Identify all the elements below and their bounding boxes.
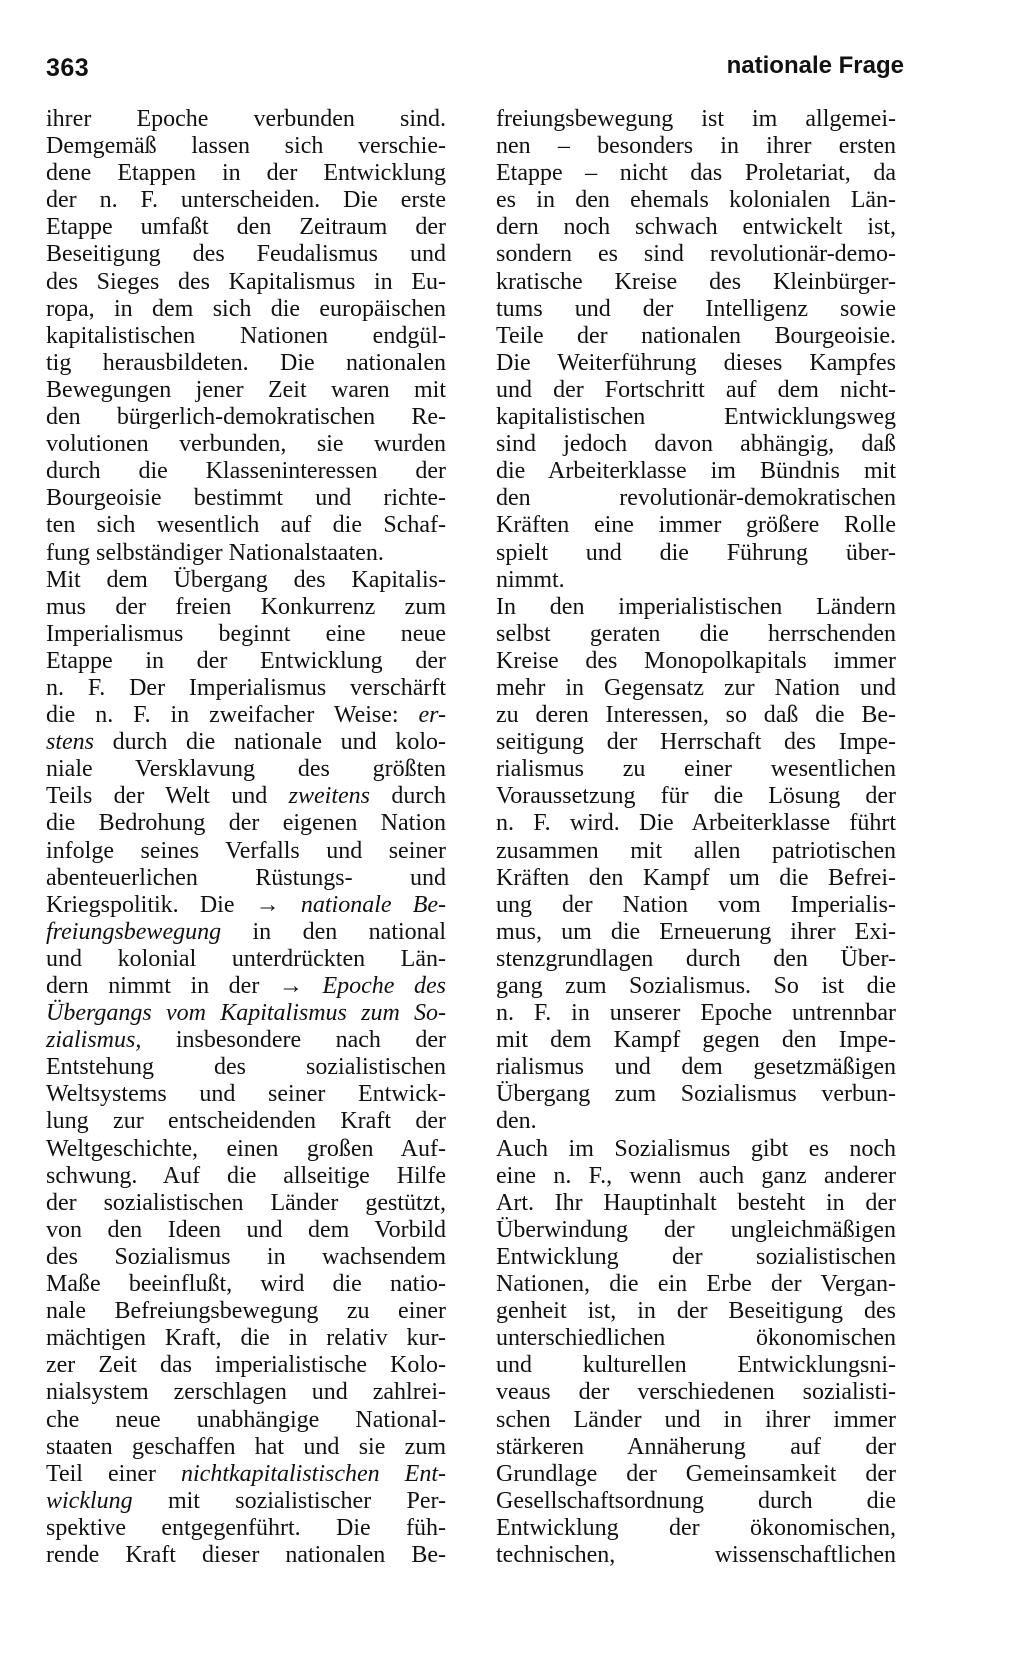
text-line xyxy=(46,458,446,485)
text-line xyxy=(496,1000,896,1027)
emphasized-term: zweitens xyxy=(288,783,370,810)
page-number: 363 xyxy=(46,54,90,82)
text-line xyxy=(46,187,446,214)
line-text: die Bedrohung der eigenen Nation xyxy=(46,810,446,837)
text-line xyxy=(46,973,446,1000)
text-line xyxy=(46,1217,446,1244)
text-line xyxy=(496,865,896,892)
text-line xyxy=(496,350,896,377)
line-text: technischen, wissenschaftlichen xyxy=(496,1541,896,1568)
line-text: Die Weiterführung dieses Kampfes xyxy=(496,349,896,376)
text-line xyxy=(46,1027,446,1054)
text-line xyxy=(46,783,446,810)
emphasized-term: Übergangs vom Kapitalismus zum So- xyxy=(46,1000,446,1027)
line-text: Imperialismus beginnt eine neue xyxy=(46,620,446,647)
line-text: und kulturellen Entwicklungsni- xyxy=(496,1352,896,1379)
line-text: von den Ideen und dem Vorbild xyxy=(46,1216,446,1243)
line-text: seitigung der Herrschaft des Impe- xyxy=(496,729,896,756)
text-line xyxy=(46,919,446,946)
text-line xyxy=(46,1190,446,1217)
line-text: gang zum Sozialismus. So ist die xyxy=(496,973,896,999)
line-text: dern noch schwach entwickelt ist, xyxy=(496,214,896,241)
text-line xyxy=(46,431,446,458)
line-text: zusammen mit allen patriotischen xyxy=(496,837,896,864)
text-line xyxy=(496,160,896,187)
line-text: Demgemäß lassen sich verschie- xyxy=(46,133,446,160)
text-line xyxy=(496,1542,896,1569)
text-line xyxy=(496,919,896,946)
line-text: es in den ehemals kolonialen Län- xyxy=(496,187,896,214)
line-text: Grundlage der Gemeinsamkeit der xyxy=(496,1460,896,1487)
line-text: Bewegungen jener Zeit waren mit xyxy=(46,376,446,403)
text-line xyxy=(46,1000,446,1027)
line-text: Etappe in der Entwicklung der xyxy=(46,647,446,674)
line-text: Kreise des Monopolkapitals immer xyxy=(496,647,896,674)
emphasized-term: nationale Be- xyxy=(300,891,446,918)
text-line xyxy=(496,1461,896,1488)
text-line xyxy=(496,1054,896,1081)
text-line xyxy=(46,160,446,187)
text-line xyxy=(496,1407,896,1434)
line-text: mit sozialistischer Per- xyxy=(132,1487,446,1514)
text-line xyxy=(496,702,896,729)
line-text: infolge seines Verfalls und seiner xyxy=(46,837,446,864)
line-text: in den national xyxy=(221,918,446,945)
line-text: fung selbständiger Nationalstaaten. xyxy=(46,539,384,566)
emphasized-term: Epoche des xyxy=(322,973,446,999)
text-line xyxy=(46,540,446,567)
line-text: Beseitigung des Feudalismus und xyxy=(46,241,446,268)
text-line xyxy=(496,1488,896,1515)
text-line xyxy=(46,133,446,160)
line-text: n. F. Der Imperialismus verschärft xyxy=(46,674,446,701)
line-text: Weltgeschichte, einen großen Auf- xyxy=(46,1135,446,1162)
text-line xyxy=(496,187,896,214)
text-line xyxy=(46,1407,446,1434)
line-text: schwung. Auf die allseitige Hilfe xyxy=(46,1162,446,1189)
text-line xyxy=(46,892,446,919)
text-line xyxy=(46,1054,446,1081)
line-text: unterschiedlichen ökonomischen xyxy=(496,1325,896,1352)
line-text: den bürgerlich-demokratischen Re- xyxy=(46,404,446,431)
line-text: Maße beeinflußt, wird die natio- xyxy=(46,1271,446,1298)
text-line xyxy=(46,350,446,377)
text-line xyxy=(496,1325,896,1352)
line-text: ropa, in dem sich die europäischen xyxy=(46,295,446,322)
text-line xyxy=(46,296,446,323)
line-text: mächtigen Kraft, die in relativ kur- xyxy=(46,1325,446,1352)
text-line xyxy=(496,241,896,268)
text-line xyxy=(496,892,896,919)
text-line xyxy=(46,946,446,973)
text-line xyxy=(496,1136,896,1163)
line-text: che neue unabhängige National- xyxy=(46,1406,446,1433)
text-line xyxy=(46,1325,446,1352)
text-line xyxy=(496,648,896,675)
text-line xyxy=(46,1515,446,1542)
line-text: Übergang zum Sozialismus verbun- xyxy=(496,1081,896,1108)
text-line xyxy=(46,1379,446,1406)
line-text: der n. F. unterscheiden. Die erste xyxy=(46,187,446,214)
text-line xyxy=(496,323,896,350)
line-text: spielt und die Führung über- xyxy=(496,539,896,566)
text-line xyxy=(46,1542,446,1569)
line-text: durch xyxy=(369,783,446,810)
line-text: Mit dem Übergang des Kapitalis- xyxy=(46,566,446,593)
text-line xyxy=(46,838,446,865)
text-line xyxy=(46,404,446,431)
line-text: durch die nationale und kolo- xyxy=(94,729,446,756)
text-line xyxy=(46,106,446,133)
text-line xyxy=(46,214,446,241)
text-line xyxy=(46,648,446,675)
text-line xyxy=(496,1190,896,1217)
text-line xyxy=(496,1244,896,1271)
line-text: des Sozialismus in wachsendem xyxy=(46,1243,446,1270)
line-text: tig herausbildeten. Die nationalen xyxy=(46,349,446,376)
line-text: nen – besonders in ihrer ersten xyxy=(496,133,896,160)
text-line xyxy=(496,269,896,296)
line-text: Voraussetzung für die Lösung der xyxy=(496,783,896,810)
text-line xyxy=(46,323,446,350)
emphasized-term: freiungsbewegung xyxy=(46,918,222,945)
text-line xyxy=(46,1298,446,1325)
line-text: des Sieges des Kapitalismus in Eu- xyxy=(46,268,446,295)
text-line xyxy=(496,1163,896,1190)
text-line xyxy=(496,1379,896,1406)
emphasized-term: stens xyxy=(46,729,94,756)
line-text: Auch im Sozialismus gibt es noch xyxy=(496,1135,896,1162)
text-line xyxy=(496,783,896,810)
line-text: spektive entgegenführt. Die füh- xyxy=(46,1514,446,1541)
line-text: rialismus zu einer wesentlichen xyxy=(496,756,896,783)
line-text: kapitalistischen Entwicklungsweg xyxy=(496,404,896,431)
text-line xyxy=(496,1515,896,1542)
emphasized-term: er- xyxy=(418,702,446,729)
text-line xyxy=(496,594,896,621)
line-text: ung der Nation vom Imperialis- xyxy=(496,891,896,918)
line-text: ten sich wesentlich auf die Schaf- xyxy=(46,512,446,539)
text-line xyxy=(496,729,896,756)
text-line xyxy=(46,1244,446,1271)
line-text: nialsystem zerschlagen und zahlrei- xyxy=(46,1379,446,1406)
line-text: nale Befreiungsbewegung zu einer xyxy=(46,1298,446,1325)
line-text: zer Zeit das imperialistische Kolo- xyxy=(46,1352,446,1379)
text-line xyxy=(46,1352,446,1379)
text-line xyxy=(496,838,896,865)
line-text: tums und der Intelligenz sowie xyxy=(496,295,896,322)
text-line xyxy=(46,1081,446,1108)
line-text: sind jedoch davon abhängig, daß xyxy=(496,431,896,458)
line-text: staaten geschaffen hat und sie zum xyxy=(46,1433,446,1460)
text-line xyxy=(496,296,896,323)
line-text: Entstehung des sozialistischen xyxy=(46,1054,446,1081)
line-text: schen Länder und in ihrer immer xyxy=(496,1406,896,1433)
line-text: Kräften den Kampf um die Befrei- xyxy=(496,864,896,891)
text-line xyxy=(496,946,896,973)
line-text: die n. F. in zweifacher Weise: xyxy=(46,702,419,729)
text-line xyxy=(46,865,446,892)
emphasized-term: wicklung xyxy=(46,1487,133,1514)
text-line xyxy=(496,1027,896,1054)
text-line xyxy=(496,512,896,539)
text-line xyxy=(496,377,896,404)
text-line xyxy=(496,675,896,702)
right-text-column xyxy=(496,106,896,1569)
text-line xyxy=(496,973,896,1000)
text-line xyxy=(46,756,446,783)
line-text: mehr in Gegensatz zur Nation und xyxy=(496,674,896,701)
text-line xyxy=(46,675,446,702)
line-text: die Arbeiterklasse im Bündnis mit xyxy=(496,458,896,485)
line-text: dene Etappen in der Entwicklung xyxy=(46,160,446,187)
line-text: kratische Kreise des Kleinbürger- xyxy=(496,268,896,295)
line-text: sondern es sind revolutionär-demo- xyxy=(496,241,896,268)
line-text: nimmt. xyxy=(496,566,565,593)
text-line xyxy=(496,106,896,133)
text-line xyxy=(496,1352,896,1379)
text-line xyxy=(46,241,446,268)
line-text: Entwicklung der ökonomischen, xyxy=(496,1514,896,1541)
line-text: und kolonial unterdrückten Län- xyxy=(46,945,446,972)
line-text: n. F. in unserer Epoche untrennbar xyxy=(496,1000,896,1027)
line-text: Art. Ihr Hauptinhalt besteht in der xyxy=(496,1189,896,1216)
line-text: genheit ist, in der Beseitigung des xyxy=(496,1298,896,1325)
text-line xyxy=(496,458,896,485)
line-text: volutionen verbunden, sie wurden xyxy=(46,431,446,458)
line-text: niale Versklavung des größten xyxy=(46,756,446,783)
text-line xyxy=(496,485,896,512)
line-text: eine n. F., wenn auch ganz anderer xyxy=(496,1162,896,1189)
text-line xyxy=(46,269,446,296)
line-text: stenzgrundlagen durch den Über- xyxy=(496,945,896,972)
line-text: rialismus und dem gesetzmäßigen xyxy=(496,1054,896,1081)
text-line xyxy=(496,214,896,241)
line-text: mus, um die Erneuerung ihrer Exi- xyxy=(496,918,896,945)
text-line xyxy=(46,1434,446,1461)
emphasized-term: zialismus, xyxy=(46,1027,142,1054)
running-head: nationale Frage xyxy=(726,52,904,79)
text-line xyxy=(46,377,446,404)
text-line xyxy=(46,1488,446,1515)
line-text: Überwindung der ungleichmäßigen xyxy=(496,1216,896,1243)
line-text: In den imperialistischen Ländern xyxy=(496,593,896,620)
text-line xyxy=(496,404,896,431)
line-text: mit dem Kampf gegen den Impe- xyxy=(496,1027,896,1054)
line-text: durch die Klasseninteressen der xyxy=(46,458,446,485)
line-text: Kräften eine immer größere Rolle xyxy=(496,512,896,539)
text-line xyxy=(496,567,896,594)
text-line xyxy=(46,512,446,539)
emphasized-term: nichtkapitalistischen Ent- xyxy=(181,1460,447,1487)
text-line xyxy=(46,1108,446,1135)
line-text: zu deren Interessen, so daß die Be- xyxy=(496,702,896,729)
line-text: Entwicklung der sozialistischen xyxy=(496,1243,896,1270)
line-text: rende Kraft dieser nationalen Be- xyxy=(46,1541,446,1568)
line-text: mus der freien Konkurrenz zum xyxy=(46,593,446,620)
text-line xyxy=(46,1163,446,1190)
text-line xyxy=(496,1081,896,1108)
line-text: Etappe – nicht das Proletariat, da xyxy=(496,160,896,187)
line-text: dern nimmt in der → xyxy=(46,973,323,999)
line-text: Kriegspolitik. Die → xyxy=(46,891,301,918)
line-text: freiungsbewegung ist im allgemei- xyxy=(496,106,896,132)
text-line xyxy=(496,1434,896,1461)
line-text: Nationen, die ein Erbe der Vergan- xyxy=(496,1271,896,1298)
line-text: n. F. wird. Die Arbeiterklasse führt xyxy=(496,810,896,837)
line-text: stärkeren Annäherung auf der xyxy=(496,1433,896,1460)
text-line xyxy=(496,1217,896,1244)
text-line xyxy=(496,621,896,648)
text-line xyxy=(496,810,896,837)
line-text: kapitalistischen Nationen endgül- xyxy=(46,322,446,349)
line-text: insbesondere nach der xyxy=(141,1027,446,1054)
text-line xyxy=(46,594,446,621)
text-line xyxy=(496,1271,896,1298)
line-text: abenteuerlichen Rüstungs- und xyxy=(46,864,446,891)
line-text: Gesellschaftsordnung durch die xyxy=(496,1487,896,1514)
text-line xyxy=(46,1461,446,1488)
line-text: Teile der nationalen Bourgeoisie. xyxy=(496,322,896,349)
text-line xyxy=(496,133,896,160)
text-line xyxy=(496,756,896,783)
text-line xyxy=(46,1136,446,1163)
text-line xyxy=(46,567,446,594)
line-text: ihrer Epoche verbunden sind. xyxy=(46,106,446,132)
line-text: Teil einer xyxy=(46,1460,182,1487)
line-text: den. xyxy=(496,1108,537,1135)
line-text: Weltsystems und seiner Entwick- xyxy=(46,1081,446,1108)
text-line xyxy=(496,540,896,567)
line-text: Etappe umfaßt den Zeitraum der xyxy=(46,214,446,241)
text-line xyxy=(46,1271,446,1298)
text-line xyxy=(496,1108,896,1135)
line-text: und der Fortschritt auf dem nicht- xyxy=(496,376,896,403)
line-text: veaus der verschiedenen sozialisti- xyxy=(496,1379,896,1406)
text-line xyxy=(46,485,446,512)
left-text-column xyxy=(46,106,446,1569)
text-line xyxy=(46,621,446,648)
text-line xyxy=(496,431,896,458)
text-line xyxy=(46,810,446,837)
text-line xyxy=(496,1298,896,1325)
text-line xyxy=(46,729,446,756)
line-text: Bourgeoisie bestimmt und richte- xyxy=(46,485,446,512)
line-text: selbst geraten die herrschenden xyxy=(496,620,896,647)
line-text: Teils der Welt und xyxy=(46,783,289,810)
line-text: der sozialistischen Länder gestützt, xyxy=(46,1189,446,1216)
text-line xyxy=(46,702,446,729)
line-text: lung zur entscheidenden Kraft der xyxy=(46,1108,446,1135)
line-text: den revolutionär-demokratischen xyxy=(496,485,896,512)
